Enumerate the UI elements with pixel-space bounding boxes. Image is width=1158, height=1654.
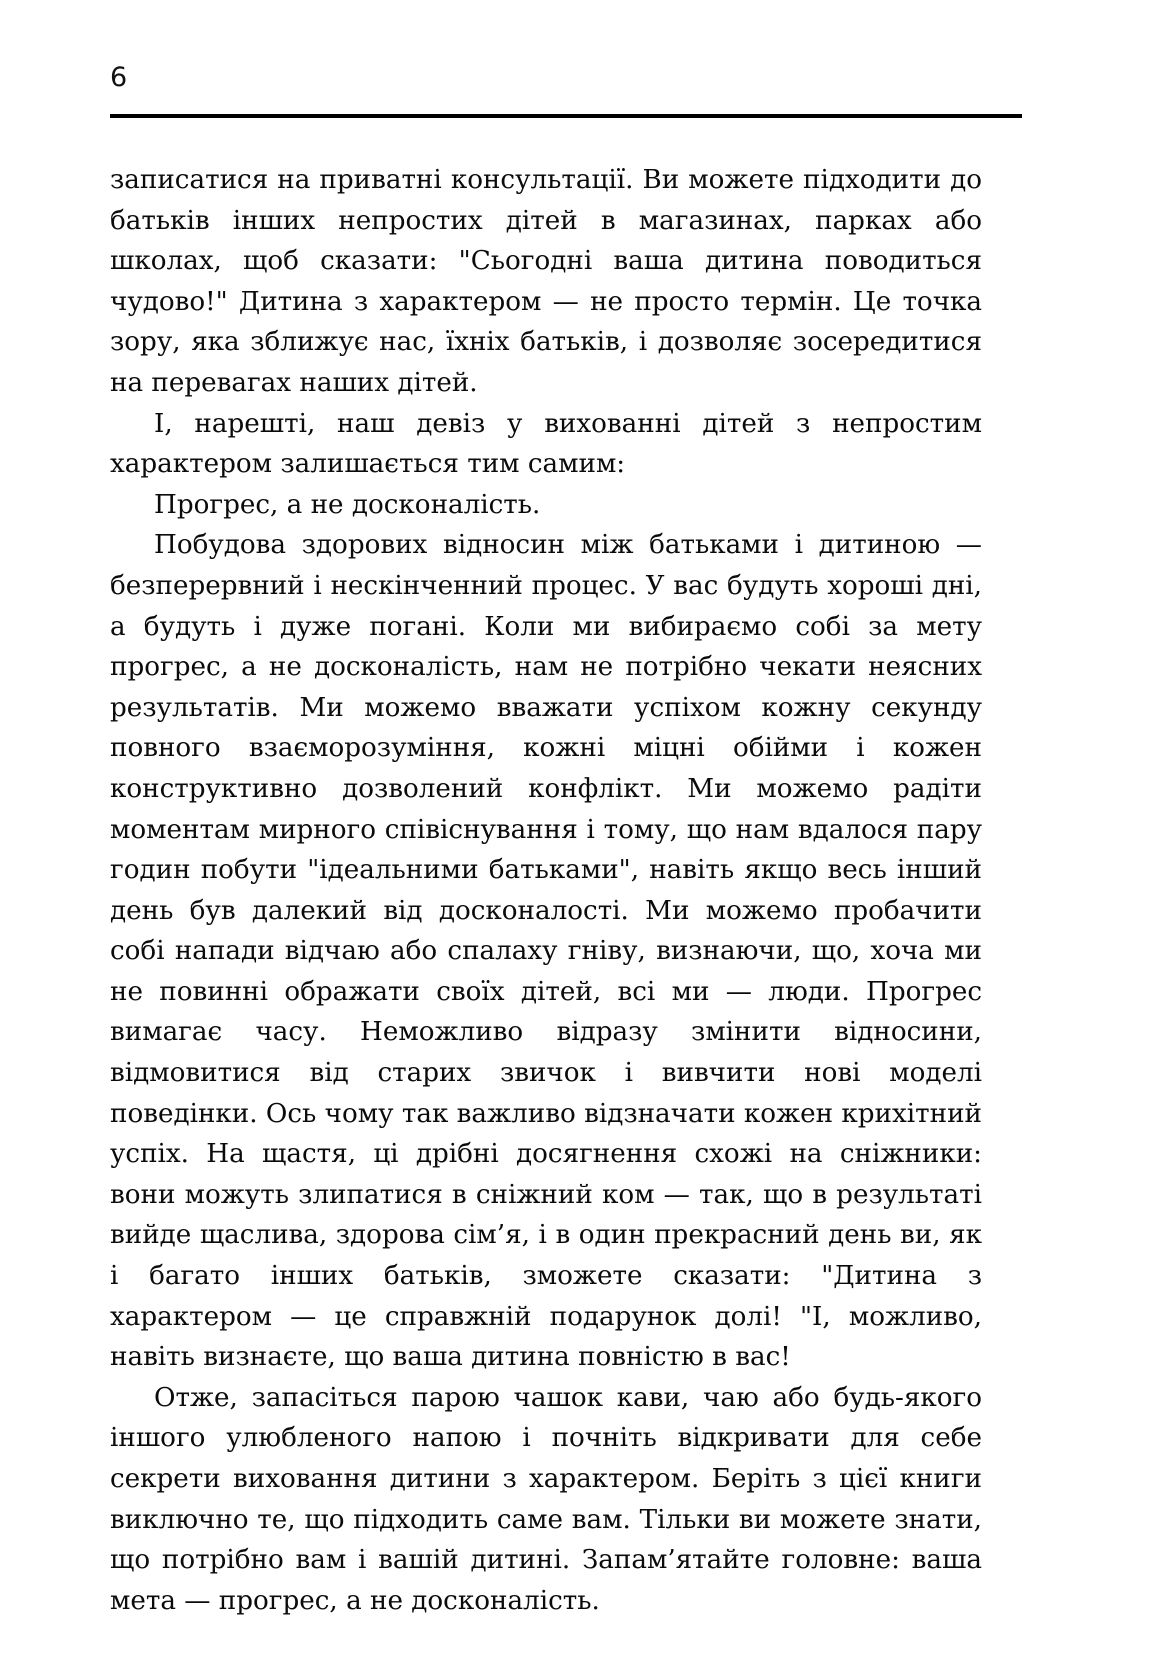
body-text-block	[110, 160, 982, 1621]
header-divider-rule	[110, 114, 1022, 118]
paragraph: Прогрес, а не досконалість.	[154, 489, 541, 520]
page-number: 6	[110, 62, 128, 93]
paragraph: Побудова здорових відносин між батьками і дитиною — безперервний і нескінченний процес. У вас будуть хороші дні, а будуть і дуже погані. Коли ми вибираємо собі за мету прогрес, а не досконалість, нам не потрібно чекати неясних результатів. Ми можемо вважати успіхом кожну секунду повного взаєморозуміння, кожні міцні обійми і кожен конструктивно дозволений конфлікт. Ми можемо радіти моментам мирного співіснування і тому, що нам вдалося пару годин побути "ідеальними батьками", навіть якщо весь інший день був далекий від досконалості. Ми можемо пробачити собі напади відчаю або спалаху гніву, визнаючи, що, хоча ми не повинні ображати своїх дітей, всі ми — люди. Прогрес вимагає часу. Неможливо відразу змінити відносини, відмовитися від старих звичок і вивчити нові моделі поведінки. Ось чому так важливо відзначати кожен крихітний успіх. На щастя, ці дрібні досягнення схожі на сніжники: вони можуть злипатися в сніжний ком — так, що в результаті вийде щаслива, здорова сім’я, і в один прекрасний день ви, як і багато інших батьків, зможете сказати: "Дитина з характером — це справжній подарунок долі! "І, можливо, навіть визнаєте, що ваша дитина повністю в вас!	[110, 530, 982, 1373]
paragraph: Отже, запасіться парою чашок кави, чаю або будь-якого іншого улюбленого напою і почніть відкривати для себе секрети виховання дитини з характером. Беріть з цієї книги виключно те, що підходить саме вам. Тільки ви можете знати, що потрібно вам і вашій дитині. Запам’ятайте головне: ваша мета — прогрес, а не досконалість.	[110, 1382, 982, 1616]
paragraph: І, нарешті, наш девіз у вихованні дітей з непростим характером залишається тим самим:	[110, 408, 982, 480]
page-header	[110, 64, 1020, 91]
paragraph: записатися на приватні консультації. Ви можете підходити до батьків інших непростих дітей в магазинах, парках або школах, щоб сказати: "Сьогодні ваша дитина поводиться чудово!" Дитина з характером — не просто термін. Це точка зору, яка зближує нас, їхніх батьків, і дозволяє зосередитися на перевагах наших дітей.	[110, 165, 982, 398]
